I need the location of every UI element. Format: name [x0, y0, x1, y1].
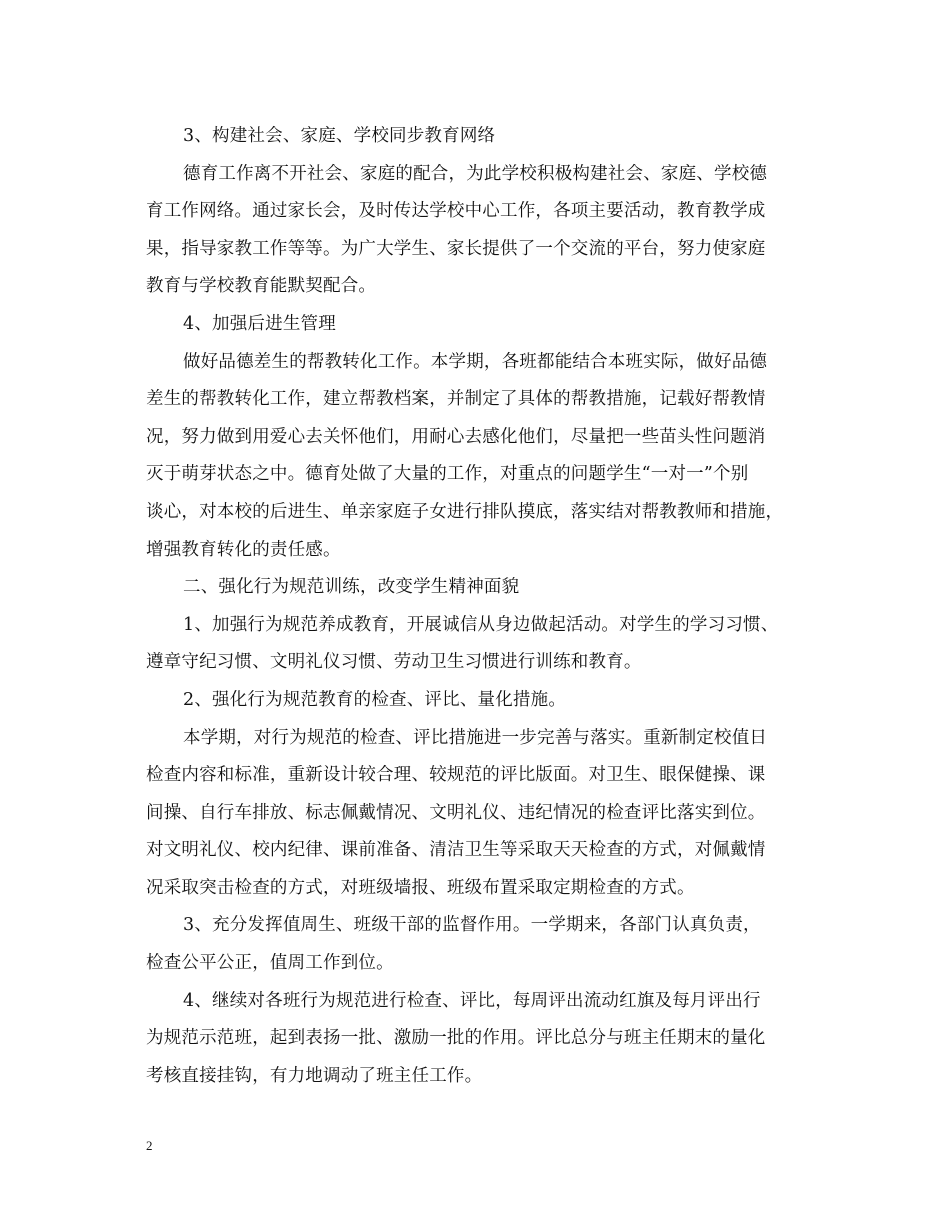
- heading-line: 4、加强后进生管理: [183, 313, 336, 334]
- paragraph-line: 育工作网络。通过家长会，及时传达学校中心工作，各项主要活动，教育教学成: [146, 201, 766, 222]
- paragraph-line: 德育工作离不开社会、家庭的配合，为此学校积极构建社会、家庭、学校德: [183, 163, 768, 184]
- paragraph-line: 检查内容和标准，重新设计较合理、较规范的评比版面。对卫生、眼保健操、课: [146, 765, 766, 786]
- paragraph-line: 做好品德差生的帮教转化工作。本学期，各班都能结合本班实际，做好品德: [183, 351, 768, 372]
- paragraph-line: 增强教育转化的责任感。: [146, 539, 341, 560]
- paragraph-line: 1、加强行为规范养成教育，开展诚信从身边做起活动。对学生的学习习惯、: [183, 614, 779, 635]
- paragraph-line: 差生的帮教转化工作，建立帮教档案，并制定了具体的帮教措施，记载好帮教情: [146, 389, 766, 410]
- paragraph-line: 况采取突击检查的方式，对班级墙报、班级布置采取定期检查的方式。: [146, 877, 695, 898]
- paragraph-line: 教育与学校教育能默契配合。: [146, 276, 377, 297]
- paragraph-line: 遵章守纪习惯、文明礼仪习惯、劳动卫生习惯进行训练和教育。: [146, 652, 642, 673]
- paragraph-line: 间操、自行车排放、标志佩戴情况、文明礼仪、违纪情况的检查评比落实到位。: [146, 802, 766, 823]
- paragraph-line: 谈心，对本校的后进生、单亲家庭子女进行排队摸底，落实结对帮教教师和措施，: [146, 501, 784, 522]
- paragraph-line: 本学期，对行为规范的检查、评比措施进一步完善与落实。重新制定校值日: [183, 727, 768, 748]
- paragraph-line: 灭于萌芽状态之中。德育处做了大量的工作，对重点的问题学生“一对一”个别: [146, 464, 749, 485]
- paragraph-line: 考核直接挂钩，有力地调动了班主任工作。: [146, 1065, 483, 1086]
- paragraph-line: 4、继续对各班行为规范进行检查、评比，每周评出流动红旗及每月评出行: [183, 990, 761, 1011]
- heading-line: 3、构建社会、家庭、学校同步教育网络: [183, 126, 496, 146]
- paragraph-line: 3、充分发挥值周生、班级干部的监督作用。一学期来，各部门认真负责，: [183, 915, 761, 936]
- heading-line: 2、强化行为规范教育的检查、评比、量化措施。: [183, 689, 567, 710]
- paragraph-line: 检查公平公正，值周工作到位。: [146, 953, 394, 974]
- document-body: [146, 118, 810, 1095]
- paragraph-line: 果，指导家教工作等等。为广大学生、家长提供了一个交流的平台，努力使家庭: [146, 238, 766, 259]
- section-heading-line: 二、强化行为规范训练，改变学生精神面貌: [183, 577, 520, 598]
- page-number: 2: [146, 1138, 153, 1153]
- paragraph-line: 对文明礼仪、校内纪律、课前准备、清洁卫生等采取天天检查的方式，对佩戴情: [146, 840, 766, 861]
- paragraph-line: 为规范示范班，起到表扬一批、激励一批的作用。评比总分与班主任期末的量化: [146, 1028, 766, 1049]
- paragraph-line: 况，努力做到用爱心去关怀他们，用耐心去感化他们，尽量把一些苗头性问题消: [146, 426, 766, 447]
